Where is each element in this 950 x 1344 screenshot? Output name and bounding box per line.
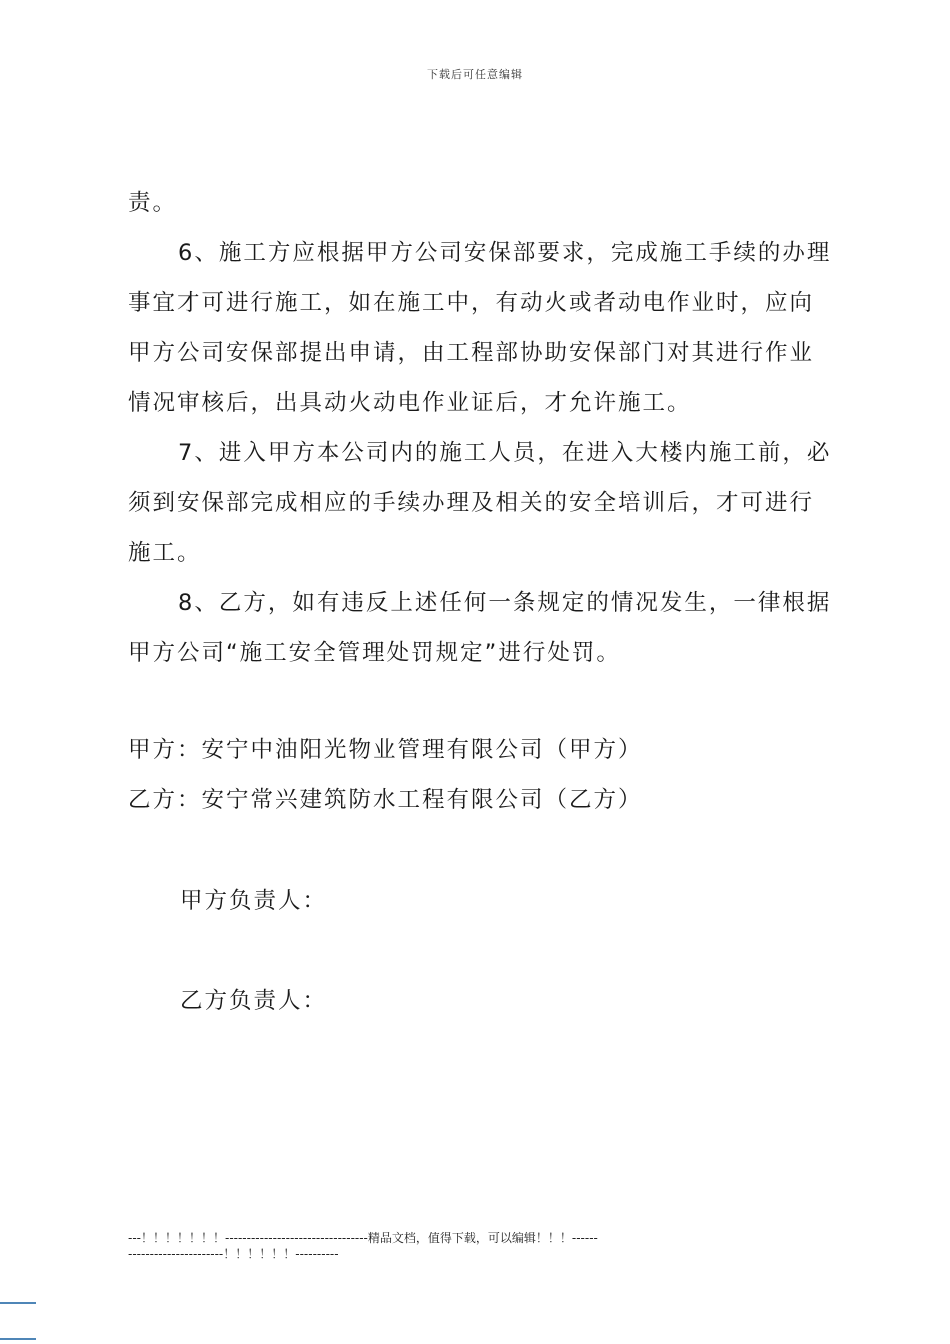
page-header-note: 下载后可任意编辑: [427, 68, 523, 81]
clause-8: 8、乙方，如有违反上述任何一条规定的情况发生，一律根据甲方公司“施工安全管理处罚规定”进行处罚。: [128, 590, 832, 666]
left-accent-bar: [0, 1302, 36, 1304]
left-accent-bar-bottom: [0, 1338, 36, 1340]
party-b-representative: 乙方负责人：: [180, 988, 328, 1014]
party-b-line: 乙方：安宁常兴建筑防水工程有限公司（乙方）: [128, 787, 643, 813]
party-a-line: 甲方：安宁中油阳光物业管理有限公司（甲方）: [128, 737, 643, 763]
continuation-text: 责。: [128, 190, 178, 216]
clause-7: 7、进入甲方本公司内的施工人员，在进入大楼内施工前，必须到安保部完成相应的手续办理及相关的安全培训后，才可进行施工。: [128, 440, 832, 566]
party-a-representative: 甲方负责人：: [180, 888, 328, 914]
footer-note: ---！！！！！！！---------------------------------精品文档，值得下载，可以编辑！！！----------------------------！！！！！！----------: [128, 1231, 598, 1261]
clause-6: 6、施工方应根据甲方公司安保部要求，完成施工手续的办理事宜才可进行施工，如在施工中，有动火或者动电作业时，应向甲方公司安保部提出申请，由工程部协助安保部门对其进行作业情况审核后，出具动火动电作业证后，才允许施工。: [128, 240, 832, 416]
